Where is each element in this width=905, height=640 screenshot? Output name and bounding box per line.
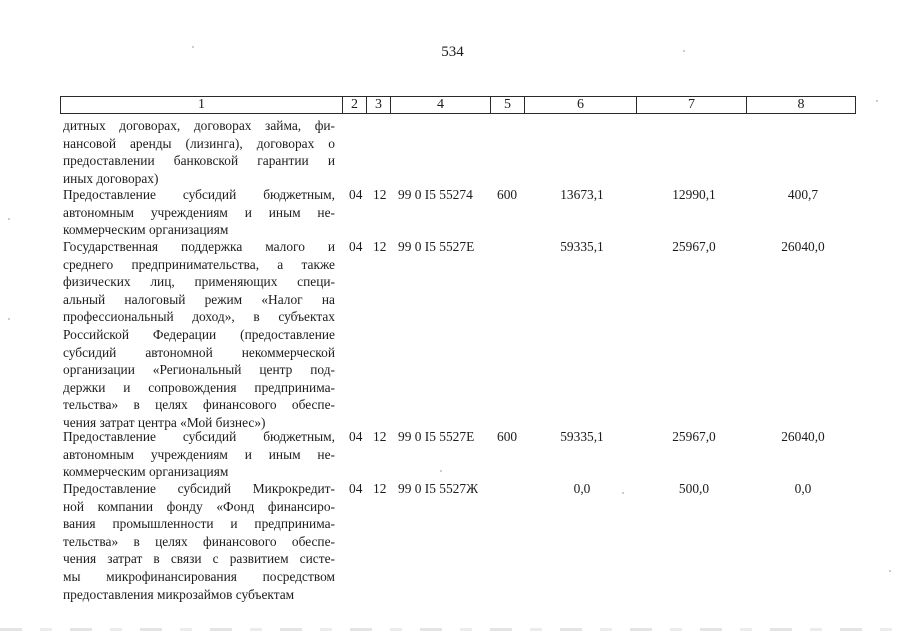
scan-speck xyxy=(8,218,10,220)
description-line: Предоставление субсидий бюджетным, xyxy=(63,429,335,444)
scan-speck xyxy=(192,46,194,48)
scan-speck xyxy=(440,470,442,472)
ministry-code: 04 xyxy=(349,239,363,254)
description-line: чения затрат в связи с развитием систе- xyxy=(63,551,335,567)
description-line: предоставления микрозаймов субъектам xyxy=(63,586,295,602)
amount-col-7: 25967,0 xyxy=(672,239,716,254)
target-article: 99 0 I5 5527Е xyxy=(398,239,475,254)
amount-col-8: 26040,0 xyxy=(781,429,825,444)
expense-type: 600 xyxy=(497,187,518,202)
header-col-7: 7 xyxy=(637,97,747,113)
scan-speck xyxy=(622,492,624,494)
scan-speck xyxy=(683,50,685,52)
header-col-5: 5 xyxy=(491,97,525,113)
row-description xyxy=(63,238,335,432)
description-line: автономным учреждениям и иным не- xyxy=(63,446,335,462)
ministry-code: 04 xyxy=(349,429,363,444)
amount-col-6: 0,0 xyxy=(573,481,591,496)
amount-col-7: 25967,0 xyxy=(672,429,716,444)
section-code: 12 xyxy=(373,187,387,202)
amount-col-7: 12990,1 xyxy=(672,187,716,202)
section-code: 12 xyxy=(373,239,387,254)
table-header xyxy=(60,96,856,114)
header-col-2: 2 xyxy=(343,97,367,113)
scan-speck xyxy=(889,570,891,572)
section-code: 12 xyxy=(373,481,387,496)
description-line: профессиональный доход», в субъектах xyxy=(63,309,335,325)
expense-type: 600 xyxy=(497,429,518,444)
row-description xyxy=(63,480,335,603)
description-line: мы микрофинансирования посредством xyxy=(63,568,335,584)
ministry-code: 04 xyxy=(349,187,363,202)
header-col-8: 8 xyxy=(797,97,805,112)
description-line: Государственная поддержка малого и xyxy=(63,239,335,254)
amount-col-8: 26040,0 xyxy=(781,239,825,254)
description-line: держки и сопровождения предпринима- xyxy=(63,379,335,395)
description-line: Предоставление субсидий Микрокредит- xyxy=(63,481,335,496)
description-line: ной компании фонду «Фонд финансиро- xyxy=(63,498,335,514)
description-line: тельства» в целях финансового обеспе- xyxy=(63,397,335,413)
description-line: коммерческим организациям xyxy=(63,464,229,480)
scan-speck xyxy=(876,100,878,102)
header-col-3: 3 xyxy=(367,97,391,113)
header-col-4: 4 xyxy=(391,97,491,113)
description-line: нансовой аренды (лизинга), договорах о xyxy=(63,135,335,151)
description-line: предоставлении банковской гарантии и xyxy=(63,153,335,169)
description-line: альный налоговый режим «Налог на xyxy=(63,291,335,307)
target-article: 99 0 I5 5527Е xyxy=(398,429,475,444)
description-line: иных договорах) xyxy=(63,170,159,186)
description-line: организации «Региональный центр под- xyxy=(63,362,335,378)
description-line: Российской Федерации (предоставление xyxy=(63,326,335,342)
description-line: чения затрат центра «Мой бизнес») xyxy=(63,414,266,430)
header-col-1: 1 xyxy=(61,97,343,113)
amount-col-8: 0,0 xyxy=(794,481,812,496)
description-line: среднего предпринимательства, а также xyxy=(63,256,335,272)
page-number: 534 xyxy=(441,44,464,60)
row-description xyxy=(63,186,335,239)
description-line: коммерческим организациям xyxy=(63,222,229,238)
description-line: дитных договорах, договорах займа, фи- xyxy=(63,118,335,133)
description-line: тельства» в целях финансового обеспе- xyxy=(63,533,335,549)
amount-col-6: 13673,1 xyxy=(560,187,604,202)
target-article: 99 0 I5 5527Ж xyxy=(398,481,479,496)
amount-col-7: 500,0 xyxy=(678,481,710,496)
description-line: субсидий автономной некоммерческой xyxy=(63,344,335,360)
header-col-6: 6 xyxy=(525,97,637,113)
scan-edge-noise xyxy=(0,628,905,631)
description-line: физических лиц, применяющих специ- xyxy=(63,274,335,290)
amount-col-6: 59335,1 xyxy=(560,239,604,254)
description-line: вания промышленности и предпринима- xyxy=(63,516,335,532)
target-article: 99 0 I5 55274 xyxy=(398,187,473,202)
row-description xyxy=(63,428,335,481)
amount-col-8: 400,7 xyxy=(787,187,819,202)
ministry-code: 04 xyxy=(349,481,363,496)
amount-col-6: 59335,1 xyxy=(560,429,604,444)
row-description xyxy=(63,117,335,187)
scan-speck xyxy=(8,318,10,320)
section-code: 12 xyxy=(373,429,387,444)
description-line: Предоставление субсидий бюджетным, xyxy=(63,187,335,202)
description-line: автономным учреждениям и иным не- xyxy=(63,204,335,220)
